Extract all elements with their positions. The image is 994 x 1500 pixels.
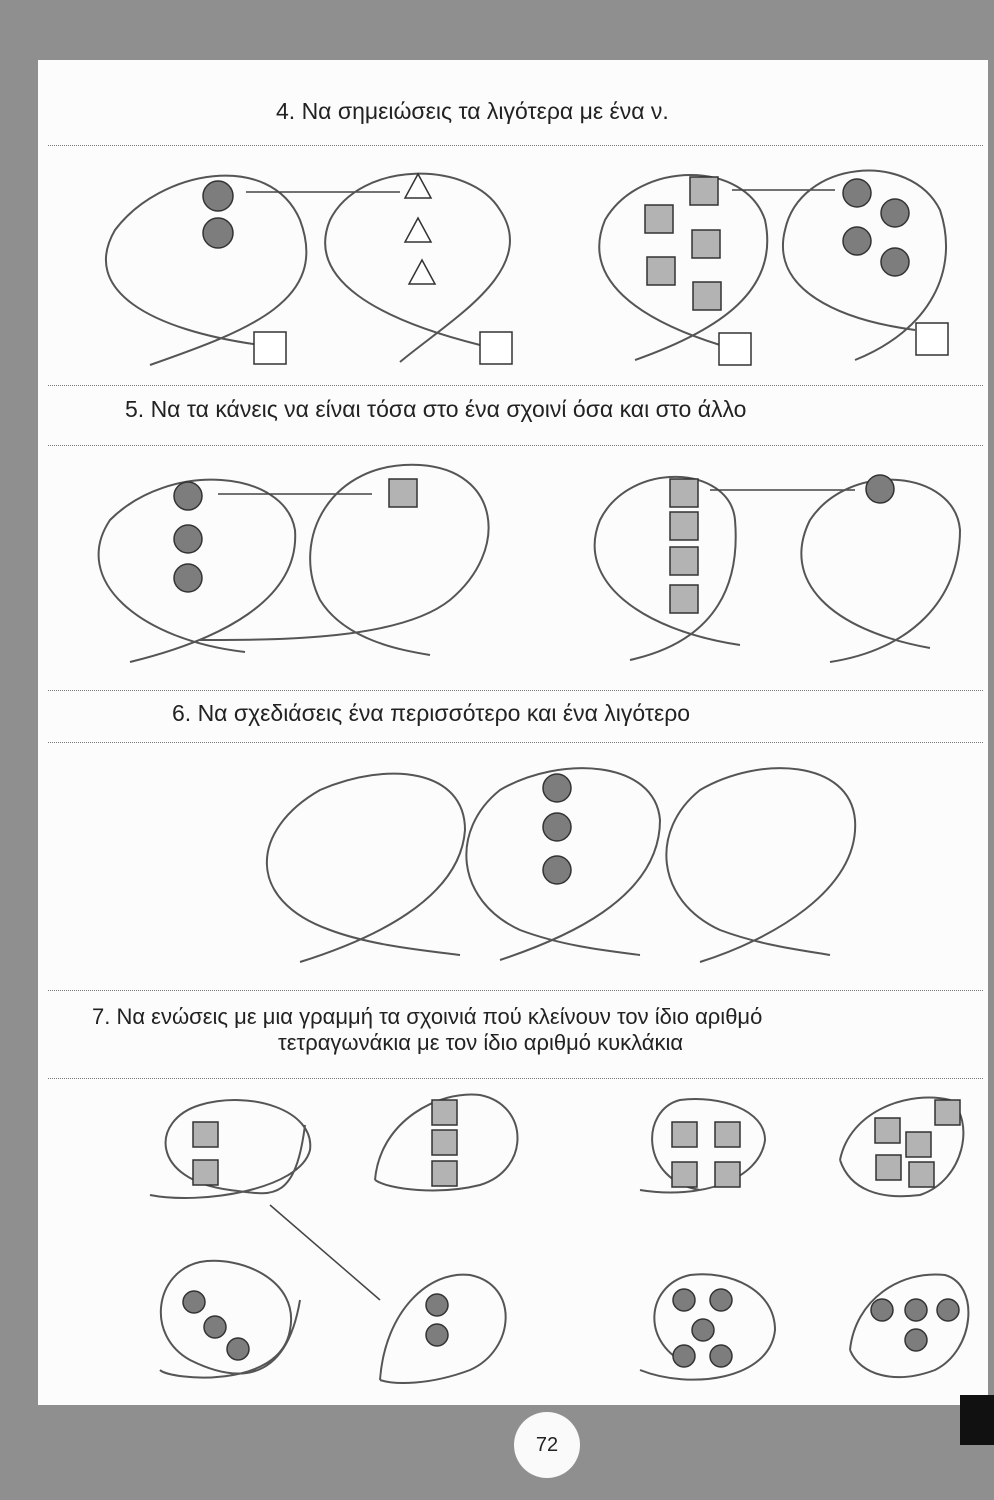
circle-counter[interactable] xyxy=(843,227,871,255)
answer-box[interactable] xyxy=(480,332,512,364)
page-edge-tab xyxy=(960,1395,994,1445)
triangle-counter[interactable] xyxy=(405,218,431,242)
square-counter[interactable] xyxy=(875,1118,900,1143)
exercise-7-instruction-line2: τετραγωνάκια με τον ίδιο αριθμό κυκλάκια xyxy=(278,1030,684,1055)
circle-counter[interactable] xyxy=(174,564,202,592)
circle-counter[interactable] xyxy=(543,856,571,884)
circle-counter[interactable] xyxy=(905,1329,927,1351)
exercise-4-area xyxy=(106,171,948,365)
circle-counter[interactable] xyxy=(710,1345,732,1367)
circle-counter[interactable] xyxy=(426,1324,448,1346)
circle-counter[interactable] xyxy=(692,1319,714,1341)
square-counter[interactable] xyxy=(906,1132,931,1157)
circle-counter[interactable] xyxy=(426,1294,448,1316)
circle-counter[interactable] xyxy=(174,482,202,510)
circle-counter[interactable] xyxy=(881,248,909,276)
exercise-5-area xyxy=(99,465,960,662)
circle-counter[interactable] xyxy=(543,774,571,802)
connecting-line xyxy=(270,1205,380,1300)
square-counter[interactable] xyxy=(647,257,675,285)
circle-counter[interactable] xyxy=(905,1299,927,1321)
circle-counter[interactable] xyxy=(866,475,894,503)
circle-counter[interactable] xyxy=(543,813,571,841)
exercise-7-instruction-line1: 7. Να ενώσεις με μια γραμμή τα σχοινιά πού κλείνουν τον ίδιο αριθμό xyxy=(92,1004,763,1029)
square-counter[interactable] xyxy=(715,1162,740,1187)
exercise-5-instruction: 5. Να τα κάνεις να είναι τόσα στο ένα σχοινί όσα και στο άλλο xyxy=(125,396,747,422)
rope-loop xyxy=(160,1261,300,1378)
triangle-counter[interactable] xyxy=(409,260,435,284)
circle-counter[interactable] xyxy=(227,1338,249,1360)
rope-loop xyxy=(640,1099,765,1192)
square-counter[interactable] xyxy=(432,1161,457,1186)
circle-counter[interactable] xyxy=(673,1345,695,1367)
exercise-7-area xyxy=(150,1094,968,1383)
circle-counter[interactable] xyxy=(710,1289,732,1311)
circle-counter[interactable] xyxy=(881,199,909,227)
square-counter[interactable] xyxy=(935,1100,960,1125)
square-counter[interactable] xyxy=(876,1155,901,1180)
circle-counter[interactable] xyxy=(673,1289,695,1311)
square-counter[interactable] xyxy=(670,512,698,540)
square-counter[interactable] xyxy=(715,1122,740,1147)
circle-counter[interactable] xyxy=(204,1316,226,1338)
circle-counter[interactable] xyxy=(843,179,871,207)
answer-box[interactable] xyxy=(254,332,286,364)
circle-counter[interactable] xyxy=(937,1299,959,1321)
square-counter[interactable] xyxy=(909,1162,934,1187)
square-counter[interactable] xyxy=(692,230,720,258)
square-counter[interactable] xyxy=(389,479,417,507)
answer-box[interactable] xyxy=(719,333,751,365)
square-counter[interactable] xyxy=(645,205,673,233)
circle-counter[interactable] xyxy=(203,218,233,248)
exercise-6-area xyxy=(267,768,855,962)
circle-counter[interactable] xyxy=(174,525,202,553)
square-counter[interactable] xyxy=(193,1160,218,1185)
square-counter[interactable] xyxy=(670,585,698,613)
square-counter[interactable] xyxy=(193,1122,218,1147)
square-counter[interactable] xyxy=(693,282,721,310)
square-counter[interactable] xyxy=(672,1162,697,1187)
exercise-6-instruction: 6. Να σχεδιάσεις ένα περισσότερο και ένα λιγότερο xyxy=(172,700,691,726)
square-counter[interactable] xyxy=(670,547,698,575)
page-number: 72 xyxy=(514,1412,580,1478)
rope-loop xyxy=(666,768,855,962)
square-counter[interactable] xyxy=(432,1100,457,1125)
square-counter[interactable] xyxy=(672,1122,697,1147)
circle-counter[interactable] xyxy=(183,1291,205,1313)
exercise-4-instruction: 4. Να σημειώσεις τα λιγότερα με ένα ν. xyxy=(276,98,669,124)
square-counter[interactable] xyxy=(670,479,698,507)
answer-box[interactable] xyxy=(916,323,948,355)
square-counter[interactable] xyxy=(690,177,718,205)
circle-counter[interactable] xyxy=(203,181,233,211)
rope-loop xyxy=(801,480,960,662)
triangle-counter[interactable] xyxy=(405,174,431,198)
rope-loop xyxy=(595,477,740,660)
rope-loop xyxy=(150,1100,310,1198)
rope-loop xyxy=(850,1274,968,1377)
circle-counter[interactable] xyxy=(871,1299,893,1321)
rope-loop xyxy=(267,774,465,962)
square-counter[interactable] xyxy=(432,1130,457,1155)
